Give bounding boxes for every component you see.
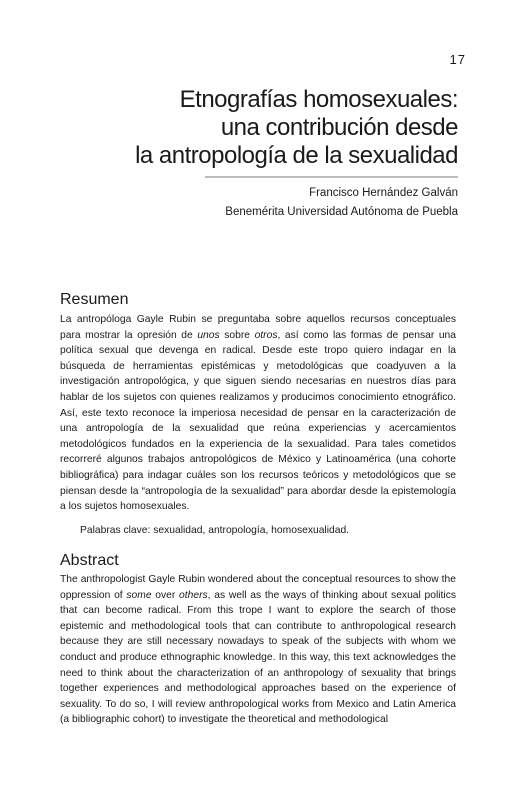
title-line-3: la antropología de la sexualidad xyxy=(135,142,458,169)
author-affiliation: Benemérita Universidad Autónoma de Puebla xyxy=(225,206,458,218)
resumen-text-2: sobre xyxy=(219,329,255,341)
abstract-text-1: The anthropologist Gayle Rubin wondered about the conceptual resources to show the oppression of xyxy=(60,574,456,601)
resumen-text-3: , así como las formas de pensar una política sexual que devenga en radical. Desde este tropo quiero indagar en la búsqueda de herramientas epistémicas y metodológicas que coadyuven a la investigación antropológica, y que siguen siendo necesarias en nuestros días para hablar de los sujetos con quienes realizamos y producimos conocimiento etnográfico. Así, este texto reconoce la imperiosa necesidad de pensar en la caracterización de una antropología de la sexualidad que reúna experiencias y acercamientos metodológicos fundados en la experiencia de la sexualidad. Para tales cometidos recorreré algunos trabajos antropológicos de México y Latinoamérica (una cohorte bibliográfica) para indagar cuáles son los recursos teóricos y metodológicos que se piensan desde la “antropología de la sexualidad” para abordar desde la epistemología a los sujetos homosexuales. xyxy=(60,329,456,513)
resumen-keywords: Palabras clave: sexualidad, antropología, homosexualidad. xyxy=(80,525,350,536)
resumen-emphasis-2: otros xyxy=(254,329,278,341)
title-line-1: Etnografías homosexuales: xyxy=(179,86,458,113)
abstract-text-2: over xyxy=(151,589,180,601)
title-divider xyxy=(205,176,458,178)
abstract-heading: Abstract xyxy=(60,552,119,569)
resumen-body xyxy=(60,312,456,515)
abstract-paragraph xyxy=(60,572,456,728)
abstract-emphasis-1: some xyxy=(126,589,152,601)
page-number: 17 xyxy=(449,52,466,67)
author-name: Francisco Hernández Galván xyxy=(309,187,458,199)
abstract-text-3: , as well as the ways of thinking about sexual politics that can become radical. From this trope I want to explore the search of those epistemic and methodological tools that can contribute to anthropological research because they are still necessary nowadays to speak of the subjects with whom we conduct and produce ethnographic knowledge. In this way, this text acknowledges the need to think about the characterization of an anthropology of sexuality that brings together experiences and methodological approaches based on the experience of sexuality. To do so, I will review anthropological works from Mexico and Latin America (a bibliographic cohort) to investigate the theoretical and methodological xyxy=(60,589,456,726)
abstract-emphasis-2: others xyxy=(179,589,208,601)
resumen-emphasis-1: unos xyxy=(197,329,220,341)
resumen-paragraph xyxy=(60,312,456,515)
article-title xyxy=(78,86,458,170)
resumen-heading: Resumen xyxy=(60,291,129,308)
resumen-text-1: La antropóloga Gayle Rubin se preguntaba sobre aquellos recursos conceptuales para mostrar la opresión de xyxy=(60,314,456,341)
author-block xyxy=(98,184,458,222)
abstract-body xyxy=(60,572,456,728)
title-line-2: una contribución desde xyxy=(220,114,458,141)
